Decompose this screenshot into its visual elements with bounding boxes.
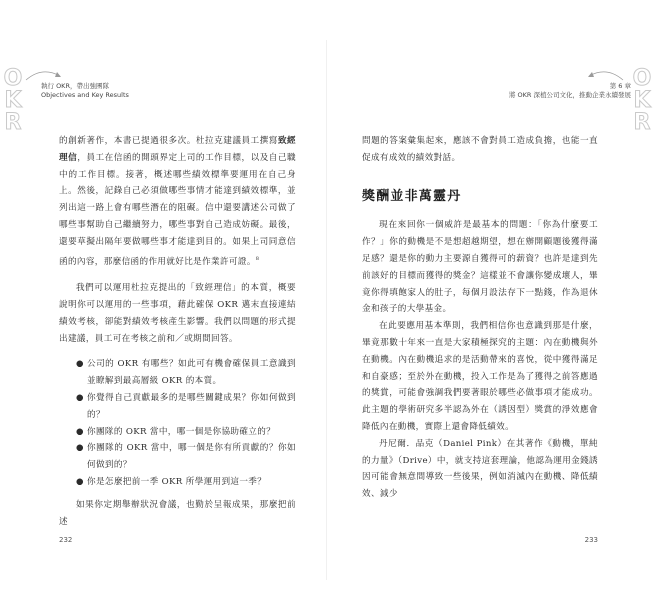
watermark-letter-k: K: [633, 88, 651, 113]
watermark-letter-r: R: [633, 110, 651, 135]
list-item-text: 你覺得自己貢獻最多的是哪些關鍵成果？你如何做到的？: [87, 393, 296, 420]
left-page: [0, 0, 327, 609]
paragraph: [59, 133, 296, 270]
paragraph: 在此要應用基本準則，我們相信你也意識到那是什麼，畢竟那數十年來一直是大家積極探究的主題：內在動機與外在動機。內在動機追求的是活動帶來的喜悅，從中獲得滿足和自豪感；至於外在動機，投入工作是為了獲得之前答應過的獎賞，可能會強調我們要著眼於哪些必做事項才能成功。此主題的學術研究多半認為外在（誘因型）獎賞的淨效應會降低內在動機，實際上還會降低績效。: [362, 321, 598, 432]
list-item: [76, 440, 296, 474]
bold-term: 致經理信: [59, 136, 297, 163]
running-head-chapter: 第 6 章: [609, 82, 631, 90]
okr-watermark: [632, 68, 652, 134]
question-list: [59, 356, 296, 490]
arc-ornament-icon: [585, 68, 625, 82]
page-number: 232: [59, 536, 73, 544]
right-body-text: [362, 133, 598, 503]
page-number: 233: [584, 536, 598, 544]
right-page: [328, 0, 655, 609]
bullet-icon: ●: [76, 426, 84, 437]
watermark-letter-o: O: [632, 66, 652, 91]
list-item: [76, 390, 296, 424]
running-head: [41, 82, 129, 100]
list-item-text: 你團隊的 OKR 當中，哪一個是你有所貢獻的？你如何做到的？: [87, 443, 296, 471]
paragraph-text: ，員工在信函的開頭界定上司的工作目標，以及自己職中的工作目標。接著，概述哪些績效標準要運用在自己身上。然後，記錄自己必須做哪些事情才能達到績效標準，並列出這一路上會有哪些潛在的阻礙。信中還要講述公司做了哪些事幫助自己繼續努力，哪些事對自己造成妨礙。最後，還要草擬出隔年要做哪些事才能達到目的。如果上司同意信函的內容，那麼信函的作用就好比是作業許可證。: [59, 152, 296, 267]
footnote-marker: 8: [255, 255, 260, 262]
bullet-icon: ●: [76, 443, 84, 454]
list-item: [76, 356, 296, 390]
paragraph-text: 的創新著作，本書已提過很多次。杜拉克建議員工撰寫: [59, 136, 278, 146]
okr-watermark: [3, 68, 23, 134]
arc-ornament-icon: [24, 68, 64, 82]
paragraph: 如果你定期舉辦狀況會議，也勤於呈報成果，那麼把前述: [59, 499, 296, 527]
list-item: [76, 424, 296, 441]
list-item-text: 公司的 OKR 有哪些？如此可有機會確保員工意識到並瞭解到最高層級 OKR 的本質。: [87, 359, 296, 387]
bullet-icon: ●: [76, 477, 84, 487]
left-body-text: [59, 133, 296, 530]
paragraph: 現在來回你一個威許是最基本的問題：「你為什麼要工作？」你的動機是不是想超越期望，想在辦開顧題後獲得滿足感？還是你的動力主要源自獲得可的薪資？也許是達到先前該好的目標而獲得的獎金？這樣並不會讓你變成壞人，畢竟你得填飽家人的肚子，每個月設法存下一點錢，作為退休金和孩子的大學基金。: [362, 220, 598, 315]
paragraph: 丹尼爾．品克（Daniel Pink）在其著作《動機，單純的力量》（Drive）中，就支持這套理論，他認為運用金錢誘因可能會無意間導致一些後果，例如消滅內在動機、降低績效、減少: [362, 438, 598, 500]
watermark-letter-k: K: [4, 88, 22, 113]
watermark-letter-r: R: [4, 110, 22, 135]
list-item: [76, 474, 296, 491]
section-heading: 獎酬並非萬靈丹: [362, 188, 462, 204]
running-head: [509, 82, 631, 100]
bullet-icon: ●: [76, 359, 84, 370]
list-item-text: 你團隊的 OKR 當中，哪一個是你協助確立的？: [87, 426, 276, 437]
gutter-divider: [326, 40, 327, 580]
running-head-subtitle: 將 OKR 深植公司文化，推動企業永續發展: [508, 91, 631, 99]
running-head-subtitle: Objectives and Key Results: [41, 91, 129, 99]
bullet-icon: ●: [76, 393, 84, 404]
watermark-letter-o: O: [3, 66, 23, 91]
paragraph: 我們可以運用杜拉克提出的「致經理信」的本質，概要說明你可以運用的一些事項，藉此確保 OKR 邁末直接連結績效考核，卻能對績效考核產生影響。我們以問題的形式提出建議，員工可在考核之前和／或期間回答。: [59, 283, 296, 344]
list-item-text: 你是怎麼把前一季 OKR 所學運用到這一季？: [87, 477, 267, 487]
running-head-title: 執行 OKR，帶出強團隊: [41, 82, 109, 90]
paragraph: 問題的答案彙集起來，應該不會對員工造成負擔，也能一直促成有成效的績效對話。: [362, 136, 598, 163]
